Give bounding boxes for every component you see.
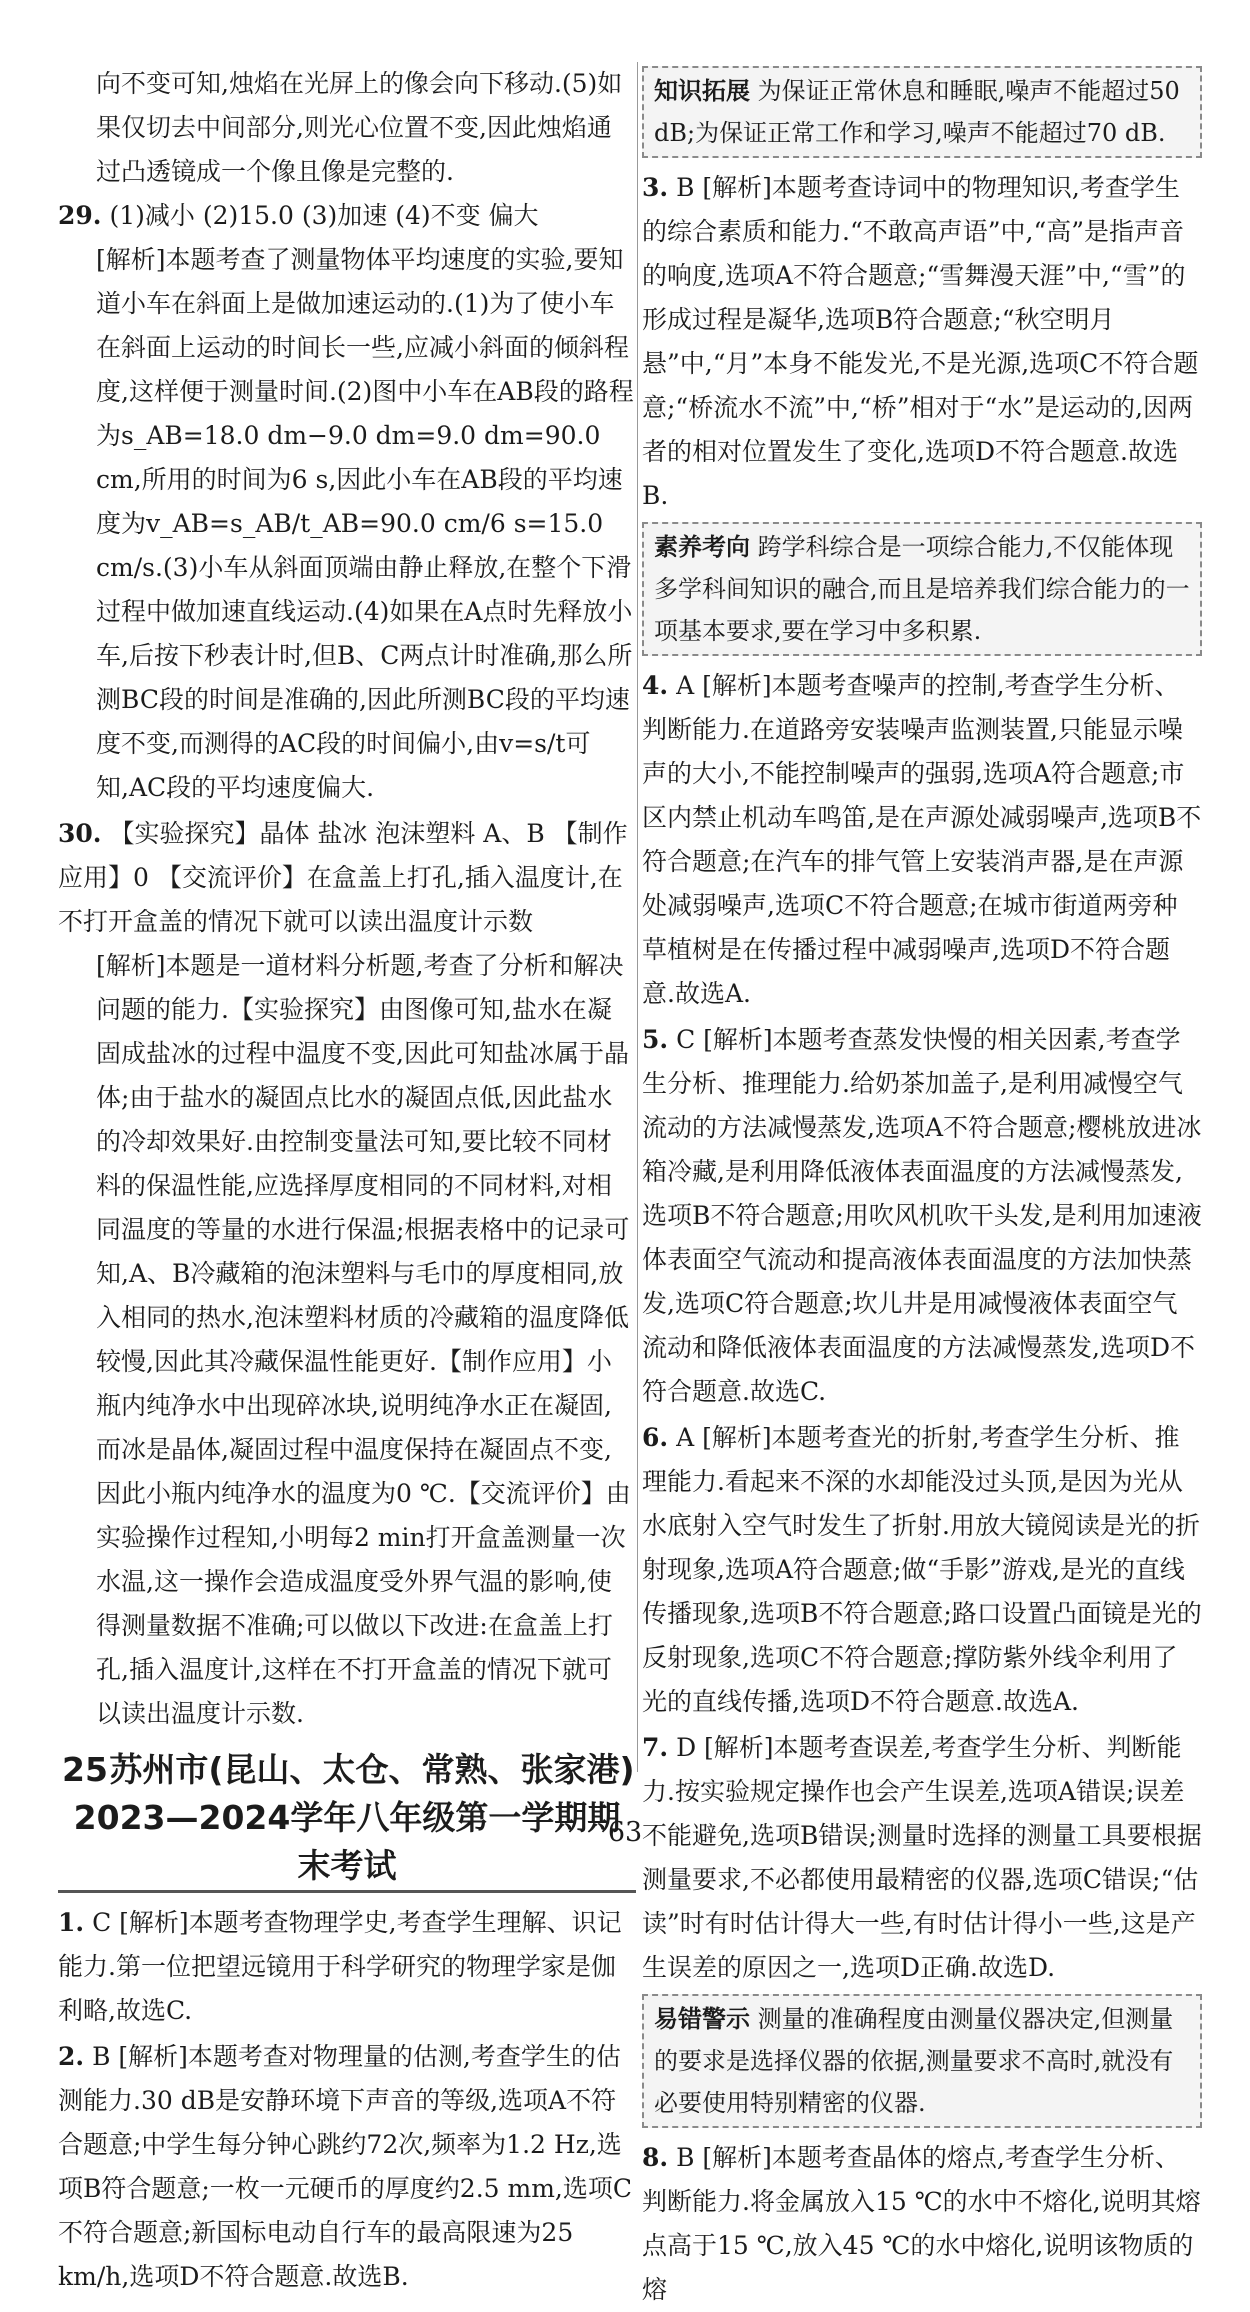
section-title-line-2: 2023—2024学年八年级第一学期期末考试: [73, 1798, 621, 1885]
page-number: 63: [607, 1817, 643, 1848]
question-number: 7.: [642, 1733, 669, 1762]
answer-text: B [解析]本题考查晶体的熔点,考查学生分析、判断能力.将金属放入15 ℃的水中不熔化,说明其熔点高于15 ℃,放入45 ℃的水中熔化,说明该物质的熔: [642, 2143, 1201, 2304]
answer-text: C [解析]本题考查物理学史,考查学生理解、识记能力.第一位把望远镜用于科学研究的物理学家是伽利略,故选C.: [58, 1908, 622, 2025]
tip-box-knowledge: [642, 66, 1202, 158]
answer-text: (1)减小 (2)15.0 (3)加速 (4)不变 偏大: [109, 201, 539, 230]
answer-text: B [解析]本题考查对物理量的估测,考查学生的估测能力.30 dB是安静环境下声音的等级,选项A不符合题意;中学生每分钟心跳约72次,频率为1.2 Hz,选项B符合题意;一枚一元硬币的厚度约2.5 mm,选项C不符合题意;新国标电动自行车的最高限速为25 km/h,选项D不符合题意.故选B.: [58, 2042, 632, 2291]
question-2: [58, 2035, 636, 2299]
question-number: 2.: [58, 2042, 85, 2071]
section-title-line-1: 苏州市(昆山、太仓、常熟、张家港): [109, 1750, 635, 1789]
tip-box-literacy: [642, 522, 1202, 656]
question-number: 29.: [58, 201, 102, 230]
tip-label: 知识拓展: [654, 76, 750, 105]
question-5: [642, 1018, 1202, 1414]
tip-box-warning: [642, 1994, 1202, 2128]
question-7: [642, 1726, 1202, 1990]
tip-label: 素养考向: [654, 532, 750, 561]
question-8: [642, 2136, 1202, 2312]
answer-text: A [解析]本题考查噪声的控制,考查学生分析、判断能力.在道路旁安装噪声监测装置,只能显示噪声的大小,不能控制噪声的强弱,选项A符合题意;市区内禁止机动车鸣笛,是在声源处减弱噪声,选项B不符合题意;在汽车的排气管上安装消声器,是在声源处减弱噪声,选项C不符合题意;在城市街道两旁种草植树是在传播过程中减弱噪声,选项D不符合题意.故选A.: [642, 671, 1202, 1008]
answer-text: A [解析]本题考查光的折射,考查学生分析、推理能力.看起来不深的水却能没过头顶,是因为光从水底射入空气时发生了折射.用放大镜阅读是光的折射现象,选项A符合题意;做“手影”游戏,是光的直线传播现象,选项B不符合题意;路口设置凸面镜是光的反射现象,选项C不符合题意;撑防紫外线伞利用了光的直线传播,选项D不符合题意.故选A.: [642, 1423, 1202, 1716]
question-number: 6.: [642, 1423, 669, 1452]
right-column: [642, 62, 1202, 2304]
question-number: 3.: [642, 173, 669, 202]
question-number: 1.: [58, 1908, 85, 1937]
tip-text: 跨学科综合是一项综合能力,不仅能体现多学科间知识的融合,而且是培养我们综合能力的一项基本要求,要在学习中多积累.: [654, 533, 1190, 645]
tip-text: 测量的准确程度由测量仪器决定,但测量的要求是选择仪器的依据,测量要求不高时,就没有必要使用特别精密的仪器.: [654, 2005, 1174, 2117]
section-number: 25: [62, 1750, 108, 1789]
question-number: 30.: [58, 819, 102, 848]
continued-text: 向不变可知,烛焰在光屏上的像会向下移动.(5)如果仅切去中间部分,则光心位置不变,因此烛焰通过凸透镜成一个像且像是完整的.: [96, 69, 623, 186]
column-divider: [637, 62, 638, 1772]
analysis-text: [解析]本题考查了测量物体平均速度的实验,要知道小车在斜面上是做加速运动的.(1)为了使小车在斜面上运动的时间长一些,应减小斜面的倾斜程度,这样便于测量时间.(2)图中小车在AB段的路程为s_AB=18.0 dm−9.0 dm=9.0 dm=90.0 cm,所用的时间为6 s,因此小车在AB段的平均速度为v_AB=s_AB/t_AB=90.0 cm/6 s=15.0 cm/s.(3)小车从斜面顶端由静止释放,在整个下滑过程中做加速直线运动.(4)如果在A点时先释放小车,后按下秒表计时,但B、C两点计时准确,那么所测BC段的时间是准确的,因此所测BC段的平均速度不变,而测得的AC段的时间偏小,由v=s/t可知,AC段的平均速度偏大.: [96, 245, 634, 802]
question-4: [642, 664, 1202, 1016]
answer-text: 【实验探究】晶体 盐冰 泡沫塑料 A、B 【制作应用】0 【交流评价】在盒盖上打孔,插入温度计,在不打开盒盖的情况下就可以读出温度计示数: [58, 819, 628, 936]
tip-text: 为保证正常休息和睡眠,噪声不能超过50 dB;为保证正常工作和学习,噪声不能超过70 dB.: [654, 77, 1180, 147]
question-3: [642, 166, 1202, 518]
answer-text: B [解析]本题考查诗词中的物理知识,考查学生的综合素质和能力.“不敢高声语”中,“高”是指声音的响度,选项A不符合题意;“雪舞漫天涯”中,“雪”的形成过程是凝华,选项B符合题意;“秋空明月悬”中,“月”本身不能发光,不是光源,选项C不符合题意;“桥流水不流”中,“桥”相对于“水”是运动的,因两者的相对位置发生了变化,选项D不符合题意.故选B.: [642, 173, 1199, 510]
answer-text: D [解析]本题考查误差,考查学生分析、判断能力.按实验规定操作也会产生误差,选项A错误;误差不能避免,选项B错误;测量时选择的测量工具要根据测量要求,不必都使用最精密的仪器,选项C错误;“估读”时有时估计得大一些,有时估计得小一些,这是产生误差的原因之一,选项D正确.故选D.: [642, 1733, 1202, 1982]
tip-label: 易错警示: [654, 2004, 750, 2033]
analysis-text: [解析]本题是一道材料分析题,考查了分析和解决问题的能力.【实验探究】由图像可知,盐水在凝固成盐冰的过程中温度不变,因此可知盐冰属于晶体;由于盐水的凝固点比水的凝固点低,因此盐水的冷却效果好.由控制变量法可知,要比较不同材料的保温性能,应选择厚度相同的不同材料,对相同温度的等量的水进行保温;根据表格中的记录可知,A、B冷藏箱的泡沫塑料与毛巾的厚度相同,放入相同的热水,泡沫塑料材质的冷藏箱的温度降低较慢,因此其冷藏保温性能更好.【制作应用】小瓶内纯净水中出现碎冰块,说明纯净水正在凝固,而冰是晶体,凝固过程中温度保持在凝固点不变,因此小瓶内纯净水的温度为0 ℃.【交流评价】由实验操作过程知,小明每2 min打开盒盖测量一次水温,这一操作会造成温度受外界气温的影响,使得测量数据不准确;可以做以下改进:在盒盖上打孔,插入温度计,这样在不打开盒盖的情况下就可以读出温度计示数.: [96, 951, 631, 1728]
question-number: 4.: [642, 671, 669, 700]
question-30: [58, 812, 636, 1736]
question-1: [58, 1901, 636, 2033]
question-29: [58, 194, 636, 810]
question-number: 5.: [642, 1025, 669, 1054]
answer-text: C [解析]本题考查蒸发快慢的相关因素,考查学生分析、推理能力.给奶茶加盖子,是利用减慢空气流动的方法减慢蒸发,选项A不符合题意;樱桃放进冰箱冷藏,是利用降低液体表面温度的方法减慢蒸发,选项B不符合题意;用吹风机吹干头发,是利用加速液体表面空气流动和提高液体表面温度的方法加快蒸发,选项C符合题意;坎儿井是用减慢液体表面空气流动和降低液体表面温度的方法减慢蒸发,选项D不符合题意.故选C.: [642, 1025, 1202, 1406]
question-6: [642, 1416, 1202, 1724]
question-number: 8.: [642, 2143, 669, 2172]
